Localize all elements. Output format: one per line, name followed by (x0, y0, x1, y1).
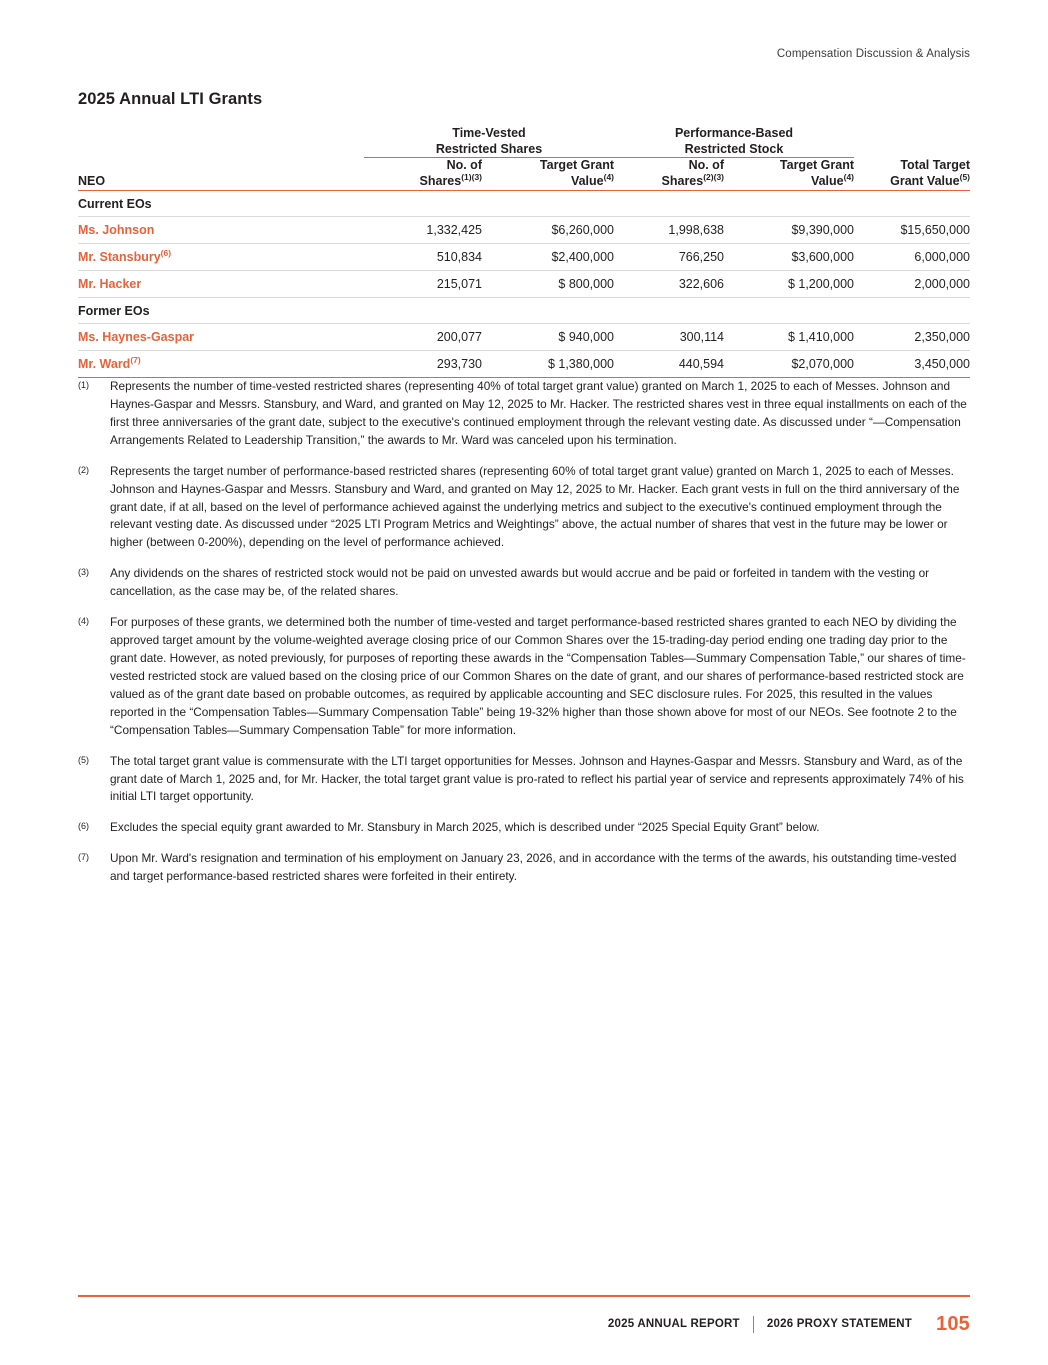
footnote-text: Represents the target number of performance-based restricted shares (representing 60% of total target grant value) granted on March 1, 2025 to each of Messes. Johnson and Haynes-Gaspar and Messrs. Stansbury and Ward, and granted on May 12, 2025 to Mr. Hacker. Each grant vests in full on the third anniversary of the grant date, if at all, based on the level of performance achieved against the underlying metrics and subject to the executive's continued employment through the relevant vesting date. As discussed under “2025 LTI Program Metrics and Weightings” above, the actual number of shares that vest in the future may be lower or higher (between 0-200%), depending on the level of performance achieved. (110, 463, 960, 550)
col-header-tv-shares-sup: (1)(3) (461, 171, 482, 182)
row-name-text: Mr. Stansbury (78, 249, 161, 264)
cell-pb-shares: 440,594 (614, 350, 724, 377)
page-title: 2025 Annual LTI Grants (78, 90, 263, 108)
cell-tv-value: $ 800,000 (482, 270, 614, 297)
footnote-7 (78, 850, 970, 886)
row-name-stansbury (78, 243, 364, 270)
col-header-tv-value-line2: Value (570, 173, 604, 188)
table-row (78, 350, 970, 377)
footnote-4 (78, 614, 970, 739)
group-label-former-eos: Former EOs (78, 297, 970, 323)
cell-pb-shares: 766,250 (614, 243, 724, 270)
footnotes (78, 378, 970, 899)
col-header-total-line1: Total Target (900, 158, 970, 173)
footnote-text: Represents the number of time-vested restricted shares (representing 40% of total target grant value) granted on March 1, 2025 to each of Messes. Johnson and Haynes-Gaspar and Messrs. Stansbury, and Ward, and granted on May 12, 2025 to Mr. Hacker. The restricted shares vest in three equal installments on each of the first three anniversaries of the grant date, subject to the executive's continued employment through the relevant vesting date. As discussed under “—Compensation Arrangements Related to Leadership Transition,” the awards to Mr. Ward was canceled upon his termination. (110, 379, 967, 447)
cell-total: 3,450,000 (854, 350, 970, 377)
cell-pb-shares: 322,606 (614, 270, 724, 297)
col-header-tv-value-sup: (4) (603, 171, 614, 182)
cell-tv-shares: 1,332,425 (364, 216, 482, 243)
table-column-header-row (78, 158, 970, 189)
row-name-johnson (78, 216, 364, 243)
col-header-tv-shares-line1: No. of (446, 158, 482, 173)
col-header-pb-shares-sup: (2)(3) (703, 171, 724, 182)
footer-annual-report: 2025 ANNUAL REPORT (607, 1318, 740, 1330)
col-header-pb-shares (614, 158, 724, 189)
group-label-current-eos: Current EOs (78, 190, 970, 216)
footnote-text: For purposes of these grants, we determined both the number of time-vested and target performance-based restricted shares granted to each NEO by dividing the approved target amount by the volume-weighted average closing price of our Common Shares over the 15-trading-day period ending one trading day prior to the grant date. However, as noted previously, for purposes of reporting these awards in the “Compensation Tables—Summary Compensation Table,” our shares of time-vested restricted stock are valued based on the closing price of our Common Shares on the date of grant, and our shares of performance-based restricted stock are valued as of the grant date based on probable outcomes, as required by applicable accounting and SEC disclosure rules. For 2025, this resulted in the values reported in the “Compensation Tables—Summary Compensation Table” being 19-32% higher than those shown above for most of our NEOs. See footnote 2 to the “Compensation Tables—Summary Compensation Table” for more information. (110, 615, 966, 737)
table-row (78, 216, 970, 243)
cell-tv-value: $ 940,000 (482, 323, 614, 350)
footnote-3 (78, 565, 970, 601)
row-name-sup: (6) (160, 247, 172, 258)
col-header-total-sup: (5) (959, 171, 970, 182)
table-row (78, 243, 970, 270)
cell-tv-shares: 200,077 (364, 323, 482, 350)
cell-tv-value: $2,400,000 (482, 243, 614, 270)
cell-total: 2,000,000 (854, 270, 970, 297)
annual-lti-grants-table (78, 126, 970, 378)
cell-pb-shares: 300,114 (614, 323, 724, 350)
group-header-performance-line2: Restricted Stock (684, 141, 784, 156)
cell-pb-value: $3,600,000 (724, 243, 854, 270)
col-header-tv-value (482, 158, 614, 189)
col-header-pb-shares-line2: Shares (661, 173, 704, 188)
col-header-total (854, 158, 970, 189)
row-name-text: Ms. Haynes-Gaspar (78, 329, 195, 344)
footnote-text: The total target grant value is commensurate with the LTI target opportunities for Messes. Johnson and Haynes-Gaspar and Messrs. Stansbury and Ward, as of the grant date of March 1, 2025 and, for Mr. Hacker, the total target grant value is pro-rated to reflect his partial year of service and represents approximately 74% of his initial LTI target opportunity. (110, 753, 964, 804)
row-name-text: Mr. Ward (78, 356, 131, 371)
running-head: Compensation Discussion & Analysis (776, 48, 970, 60)
cell-pb-shares: 1,998,638 (614, 216, 724, 243)
row-name-text: Ms. Johnson (78, 222, 155, 237)
footnote-1 (78, 378, 970, 450)
footnote-text: Upon Mr. Ward's resignation and termination of his employment on January 23, 2026, and in accordance with the terms of the awards, his outstanding time-vested and target performance-based restricted shares were forfeited in their entirety. (110, 851, 957, 884)
footer-proxy-statement: 2026 PROXY STATEMENT (766, 1318, 913, 1330)
table-group-label-row (78, 297, 970, 323)
footnote-marker: (1) (78, 380, 89, 390)
col-header-pb-value-line1: Target Grant (779, 158, 854, 173)
group-header-performance-based (614, 126, 854, 157)
group-header-time-vested-line2: Restricted Shares (435, 141, 543, 156)
footnote-marker: (3) (78, 567, 89, 578)
row-name-haynes-gaspar (78, 323, 364, 350)
col-header-tv-shares (364, 158, 482, 189)
page-footer (78, 1307, 970, 1341)
table-row (78, 323, 970, 350)
cell-total: 2,350,000 (854, 323, 970, 350)
cell-tv-shares: 215,071 (364, 270, 482, 297)
page-number: 105 (936, 1312, 970, 1335)
row-name-ward (78, 350, 364, 377)
col-header-total-line2: Grant Value (890, 173, 960, 188)
row-name-hacker (78, 270, 364, 297)
group-header-time-vested (364, 126, 614, 157)
table-group-label-row (78, 190, 970, 216)
footnote-marker: (4) (78, 616, 89, 627)
table-group-header-row (78, 126, 970, 157)
cell-tv-shares: 510,834 (364, 243, 482, 270)
cell-pb-value: $2,070,000 (724, 350, 854, 377)
row-name-text: Mr. Hacker (78, 276, 142, 291)
cell-tv-value: $ 1,380,000 (482, 350, 614, 377)
col-header-tv-value-line1: Target Grant (539, 158, 614, 173)
footnote-marker: (2) (78, 464, 89, 475)
footnote-marker: (6) (78, 821, 89, 832)
group-header-performance-line1: Performance-Based (674, 126, 794, 140)
cell-tv-shares: 293,730 (364, 350, 482, 377)
footnote-text: Any dividends on the shares of restricted stock would not be paid on unvested awards but would accrue and be paid or forfeited in tandem with the vesting or cancellation, as the case may be, of the related shares. (110, 566, 930, 599)
col-header-pb-shares-line1: No. of (688, 158, 724, 173)
col-header-neo: NEO (78, 173, 106, 188)
col-header-tv-shares-line2: Shares (419, 173, 462, 188)
cell-tv-value: $6,260,000 (482, 216, 614, 243)
cell-pb-value: $ 1,200,000 (724, 270, 854, 297)
cell-total: 6,000,000 (854, 243, 970, 270)
table-row (78, 270, 970, 297)
footer-separator (753, 1316, 754, 1333)
row-name-sup: (7) (130, 354, 141, 365)
footnote-marker: (5) (78, 754, 89, 765)
group-header-time-vested-line1: Time-Vested (452, 126, 526, 140)
footnote-2 (78, 463, 970, 553)
spacer-cell (78, 126, 364, 157)
cell-pb-value: $ 1,410,000 (724, 323, 854, 350)
footnote-5 (78, 753, 970, 807)
footnote-6 (78, 819, 970, 837)
col-header-pb-value (724, 158, 854, 189)
footnote-text: Excludes the special equity grant awarded to Mr. Stansbury in March 2025, which is described under “2025 Special Equity Grant” below. (110, 820, 820, 835)
cell-total: $15,650,000 (854, 216, 970, 243)
footer-divider (78, 1295, 970, 1297)
col-header-pb-value-line2: Value (810, 173, 844, 188)
col-header-pb-value-sup: (4) (843, 171, 854, 182)
spacer-cell-right (854, 126, 970, 157)
cell-pb-value: $9,390,000 (724, 216, 854, 243)
footnote-marker: (7) (78, 852, 89, 863)
